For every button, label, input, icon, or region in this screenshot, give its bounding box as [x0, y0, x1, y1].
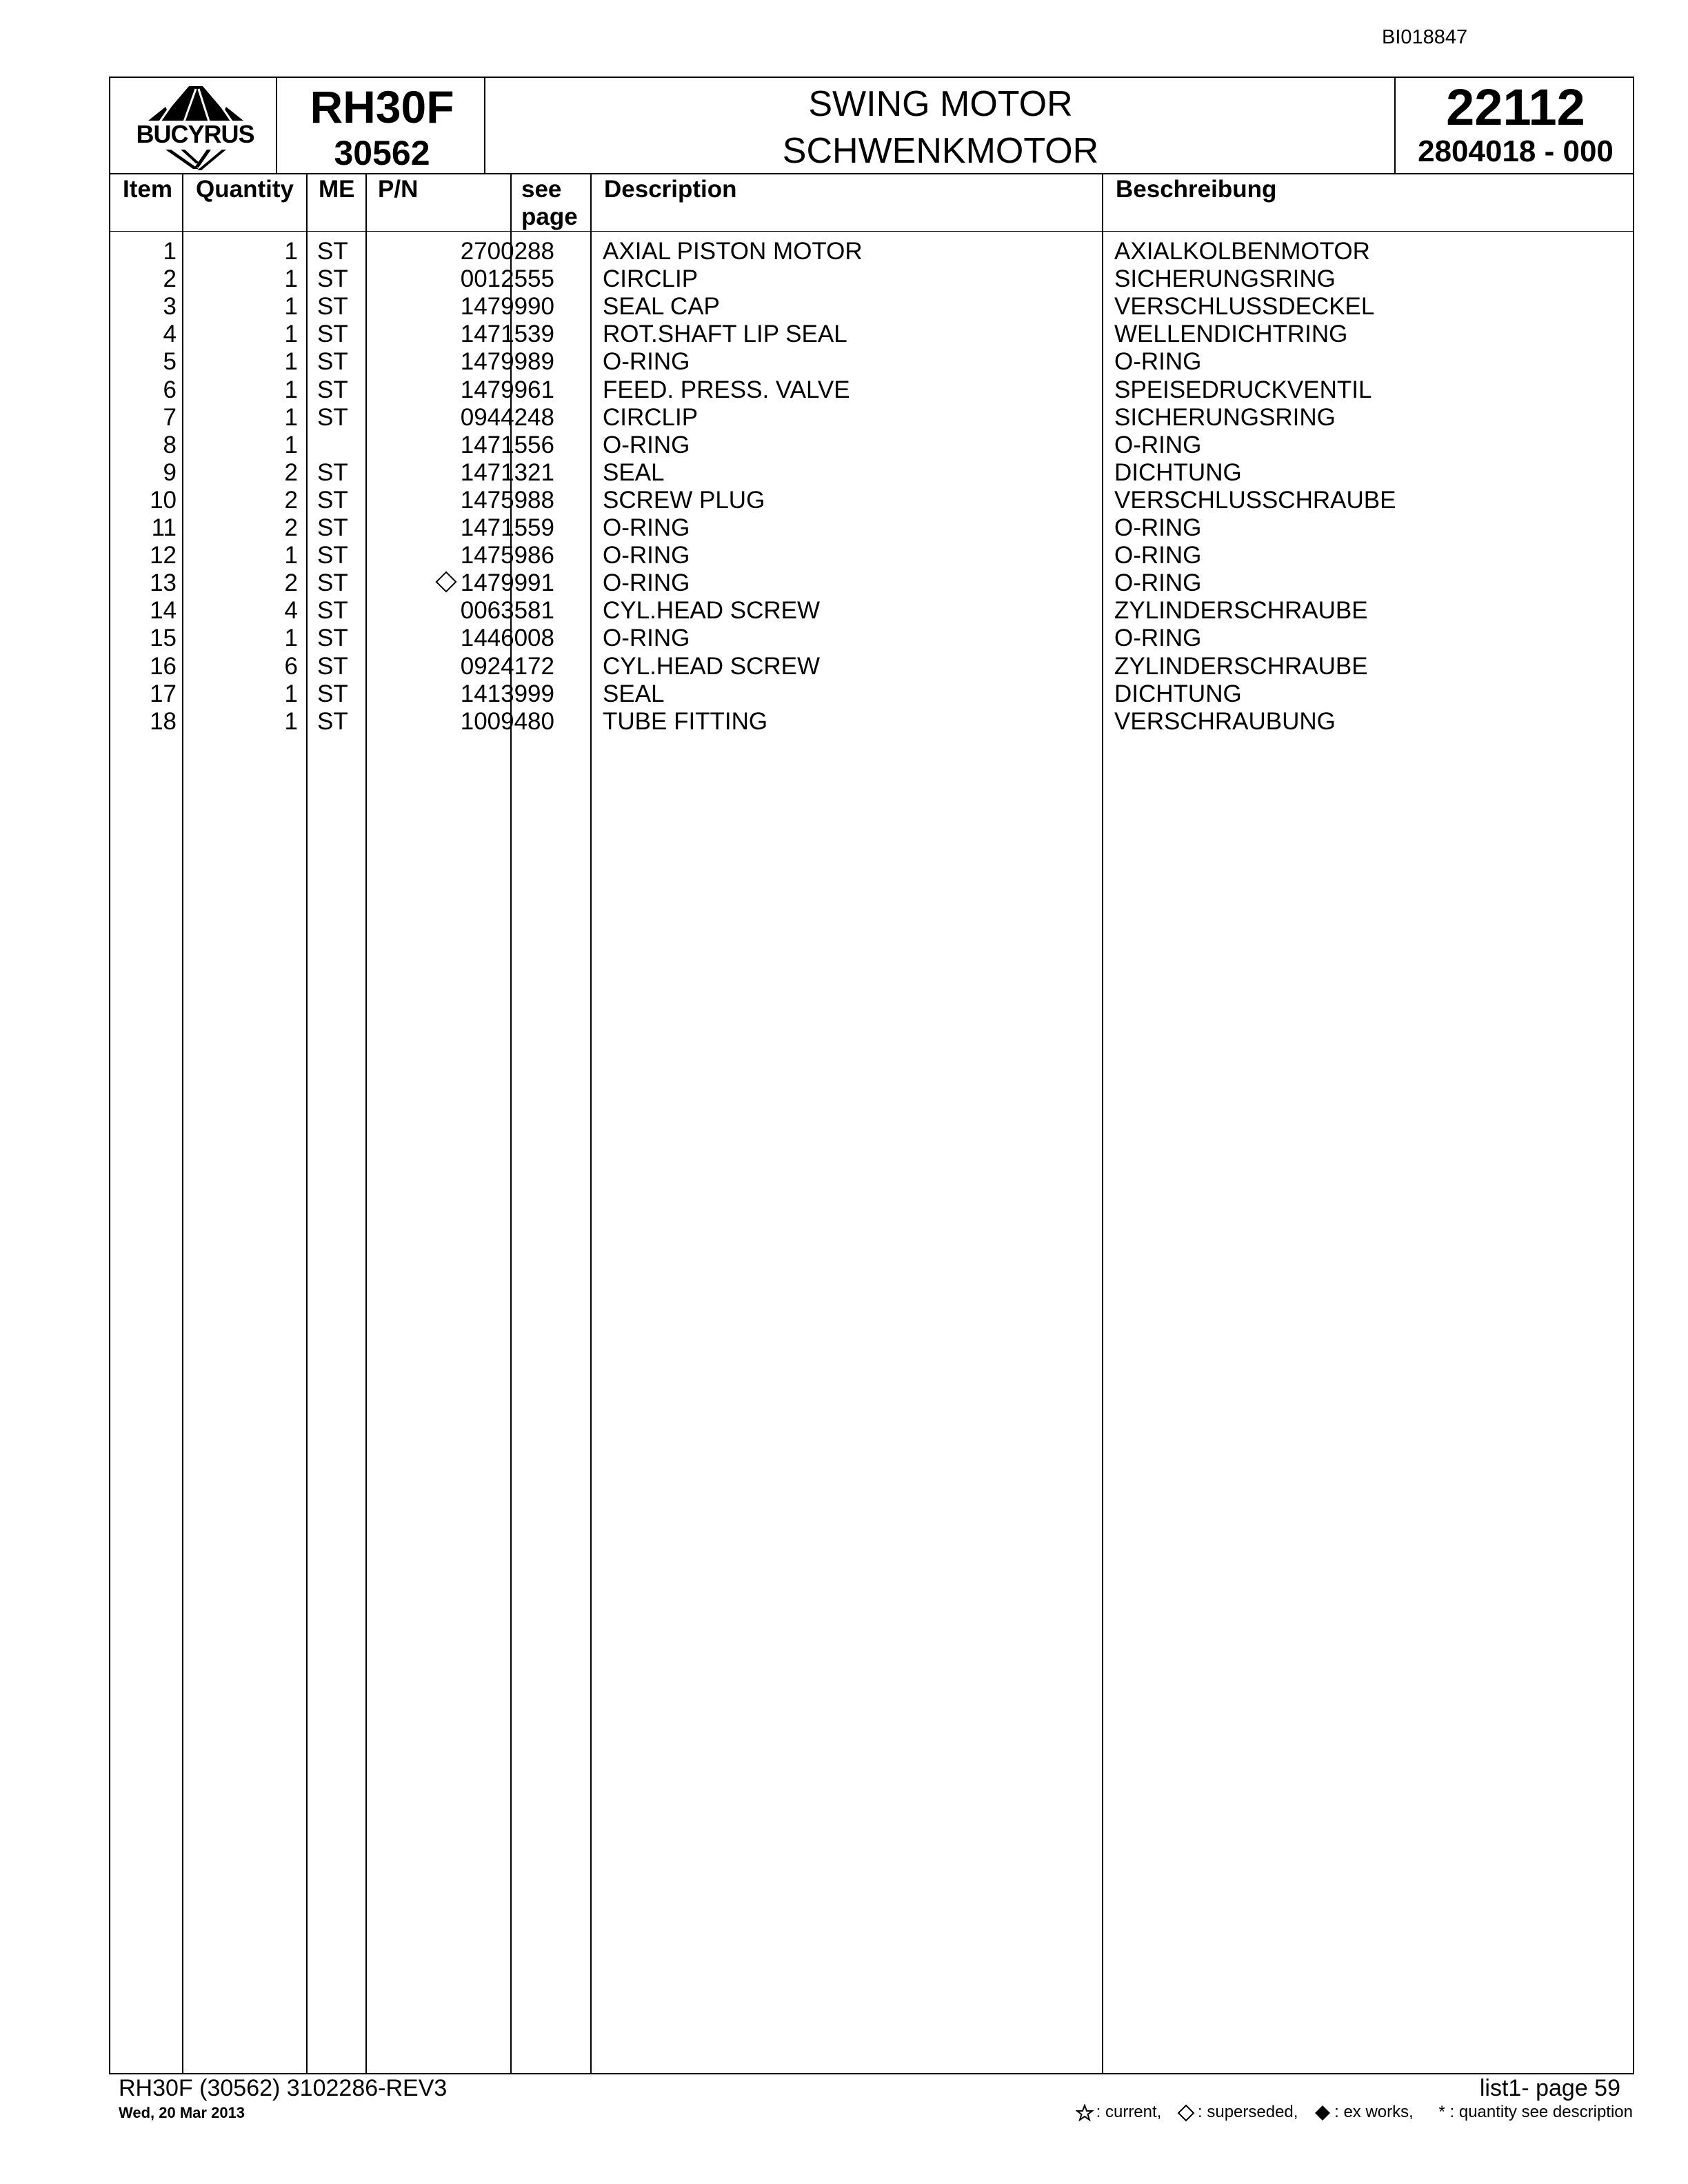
- cell-me-text: ST: [317, 542, 348, 569]
- cell-description-text: AXIAL PISTON MOTOR: [603, 238, 863, 265]
- cell-me-text: ST: [317, 707, 348, 735]
- cell-description-text: O-RING: [603, 431, 690, 458]
- cell-pn: [461, 625, 554, 652]
- cell-item-text: 15: [150, 625, 177, 652]
- table-row: [110, 321, 1633, 348]
- cell-beschreibung: [1114, 265, 1336, 293]
- cell-quantity-text: 2: [284, 514, 298, 541]
- cell-pn: [461, 487, 554, 514]
- cell-item: [150, 597, 177, 625]
- cell-item: [163, 459, 177, 487]
- cell-pn: [461, 708, 554, 736]
- cell-quantity: [285, 569, 298, 597]
- cell-beschreibung: [1114, 569, 1201, 597]
- legend-superseded: : superseded,: [1198, 2103, 1298, 2121]
- cell-me-text: ST: [317, 376, 348, 403]
- cell-item-text: 1: [163, 238, 177, 265]
- table-row: [110, 542, 1633, 569]
- cell-item-text: 18: [150, 707, 177, 735]
- cell-quantity-text: 1: [284, 707, 298, 735]
- cell-item: [150, 625, 177, 652]
- cell-pn-text: 1009480: [460, 707, 554, 735]
- cell-item: [150, 542, 177, 569]
- cell-description: [603, 487, 765, 514]
- cell-pn: [461, 432, 554, 459]
- cell-beschreibung-text: SICHERUNGSRING: [1114, 403, 1336, 431]
- cell-description-text: FEED. PRESS. VALVE: [603, 376, 850, 403]
- parts-list-frame: [109, 77, 1634, 2074]
- cell-beschreibung: [1114, 293, 1374, 321]
- cell-me-text: ST: [317, 680, 348, 707]
- cell-pn-text: 2700288: [460, 238, 554, 265]
- cell-item: [150, 569, 177, 597]
- cell-me: [317, 348, 348, 376]
- group-reference: 2804018 - 000: [1418, 134, 1614, 168]
- cell-me-text: ST: [317, 514, 348, 541]
- cell-quantity: [285, 404, 298, 432]
- cell-item: [152, 514, 177, 542]
- table-row: [110, 653, 1633, 680]
- cell-description-text: O-RING: [603, 542, 690, 569]
- cell-item-text: 3: [163, 293, 177, 321]
- table-row: [110, 680, 1633, 708]
- cell-pn: [461, 597, 554, 625]
- footer-document-ref: RH30F (30562) 3102286-REV3: [119, 2075, 448, 2101]
- cell-quantity-text: 4: [284, 597, 298, 625]
- cell-pn-text: 0944248: [460, 403, 554, 431]
- cell-description-text: O-RING: [603, 348, 690, 376]
- cell-quantity-text: 1: [284, 376, 298, 403]
- cell-beschreibung-text: ZYLINDERSCHRAUBE: [1114, 597, 1368, 625]
- table-row: [110, 487, 1633, 514]
- legend-quantity: * : quantity see description: [1438, 2103, 1633, 2121]
- cell-description-text: CIRCLIP: [603, 403, 699, 431]
- cell-beschreibung-text: VERSCHLUSSDECKEL: [1114, 293, 1375, 321]
- table-row: [110, 514, 1633, 542]
- cell-quantity: [285, 487, 298, 514]
- cell-description: [603, 404, 698, 432]
- cell-description: [603, 597, 820, 625]
- cell-pn: [461, 238, 554, 265]
- cell-beschreibung-text: DICHTUNG: [1114, 680, 1242, 707]
- cell-quantity: [285, 653, 298, 680]
- cell-quantity-text: 2: [284, 458, 298, 486]
- cell-quantity-text: 1: [284, 403, 298, 431]
- cell-pn: [461, 321, 554, 348]
- cell-pn-text: 1471559: [460, 514, 554, 541]
- cell-me: [317, 321, 348, 348]
- cell-item-text: 13: [150, 569, 177, 597]
- group-number: 22112: [1446, 79, 1585, 136]
- cell-description-text: ROT.SHAFT LIP SEAL: [603, 321, 847, 348]
- cell-quantity: [285, 293, 298, 321]
- cell-pn: [461, 459, 554, 487]
- cell-item: [150, 653, 177, 680]
- cell-pn: [461, 404, 554, 432]
- cell-me: [317, 293, 348, 321]
- cell-me: [317, 376, 348, 404]
- column-header-me: ME: [319, 176, 355, 203]
- cell-me: [317, 487, 348, 514]
- cell-quantity: [285, 348, 298, 376]
- cell-pn-text: 1475988: [460, 486, 554, 514]
- cell-item: [163, 265, 177, 293]
- column-header-item: Item: [123, 176, 172, 203]
- table-row: [110, 597, 1633, 625]
- cell-beschreibung-text: O-RING: [1114, 625, 1202, 652]
- cell-item: [163, 321, 177, 348]
- cell-pn-text: 1475986: [460, 542, 554, 569]
- column-header-page: page: [521, 203, 578, 230]
- divider: [1394, 78, 1396, 173]
- cell-beschreibung-text: WELLENDICHTRING: [1114, 321, 1348, 348]
- cell-me-text: ST: [317, 569, 348, 597]
- column-header-divider: [110, 231, 1633, 232]
- cell-pn-text: 1479961: [460, 376, 554, 403]
- table-row: [110, 708, 1633, 736]
- column-header-description: Description: [604, 176, 737, 203]
- cell-description-text: CYL.HEAD SCREW: [603, 597, 821, 625]
- cell-beschreibung: [1114, 487, 1396, 514]
- cell-beschreibung: [1114, 653, 1368, 680]
- cell-me: [317, 404, 348, 432]
- cell-beschreibung-text: O-RING: [1114, 569, 1202, 597]
- cell-me-text: ST: [317, 321, 348, 348]
- cell-quantity-text: 1: [284, 293, 298, 321]
- cell-me-text: ST: [317, 265, 348, 293]
- cell-me: [317, 708, 348, 736]
- cell-quantity: [285, 680, 298, 708]
- cell-pn: [461, 265, 554, 293]
- cell-beschreibung-text: DICHTUNG: [1114, 458, 1242, 486]
- legend-current: : current,: [1096, 2103, 1162, 2121]
- cell-pn-text: 1413999: [460, 680, 554, 707]
- title-german: SCHWENKMOTOR: [782, 131, 1099, 171]
- cell-pn-text: 1471556: [460, 431, 554, 458]
- cell-beschreibung-text: VERSCHRAUBUNG: [1114, 707, 1336, 735]
- cell-item: [150, 680, 177, 708]
- cell-item-text: 9: [163, 458, 177, 486]
- cell-item-text: 16: [150, 652, 177, 680]
- cell-beschreibung-text: O-RING: [1114, 514, 1202, 541]
- cell-me: [317, 625, 348, 652]
- cell-quantity: [285, 321, 298, 348]
- cell-beschreibung-text: SPEISEDRUCKVENTIL: [1114, 376, 1372, 403]
- cell-me-text: ST: [317, 652, 348, 680]
- cell-beschreibung: [1114, 459, 1242, 487]
- bucyrus-logo: [117, 82, 273, 172]
- cell-quantity-text: 2: [284, 569, 298, 597]
- cell-beschreibung-text: O-RING: [1114, 431, 1202, 458]
- table-row: [110, 293, 1633, 321]
- header-divider: [110, 173, 1633, 174]
- star-outline-icon: [1076, 2104, 1094, 2122]
- cell-pn: [461, 293, 554, 321]
- cell-description: [603, 238, 863, 265]
- cell-beschreibung: [1114, 432, 1201, 459]
- column-header-beschreibung: Beschreibung: [1116, 176, 1277, 203]
- cell-beschreibung-text: AXIALKOLBENMOTOR: [1114, 238, 1370, 265]
- cell-me-text: ST: [317, 458, 348, 486]
- cell-beschreibung: [1114, 625, 1201, 652]
- cell-description-text: SEAL: [603, 680, 665, 707]
- cell-pn: [439, 569, 554, 597]
- cell-item-text: 14: [150, 597, 177, 625]
- cell-quantity-text: 6: [284, 652, 298, 680]
- divider: [484, 78, 485, 173]
- cell-pn-text: 1471321: [460, 458, 554, 486]
- cell-item: [150, 708, 177, 736]
- table-row: [110, 238, 1633, 265]
- cell-description: [603, 542, 690, 569]
- cell-pn-text: 1471539: [460, 321, 554, 348]
- model-name: RH30F: [310, 81, 454, 132]
- legend-ex-works: : ex works,: [1334, 2103, 1414, 2121]
- cell-me-text: ST: [317, 293, 348, 321]
- cell-item-text: 2: [163, 265, 177, 293]
- cell-quantity-text: 1: [284, 542, 298, 569]
- cell-me: [317, 569, 348, 597]
- cell-description-text: O-RING: [603, 514, 690, 541]
- cell-description: [603, 625, 690, 652]
- cell-pn: [461, 376, 554, 404]
- cell-item: [163, 348, 177, 376]
- cell-me: [317, 542, 348, 569]
- table-row: [110, 432, 1633, 459]
- cell-pn: [461, 514, 554, 542]
- cell-item: [163, 432, 177, 459]
- cell-description: [603, 265, 698, 293]
- cell-beschreibung: [1114, 376, 1372, 404]
- table-row: [110, 265, 1633, 293]
- cell-item-text: 5: [163, 348, 177, 376]
- cell-me: [317, 265, 348, 293]
- cell-quantity: [285, 432, 298, 459]
- cell-beschreibung: [1114, 348, 1201, 376]
- cell-item-text: 6: [163, 376, 177, 403]
- cell-beschreibung-text: O-RING: [1114, 542, 1202, 569]
- cell-quantity-text: 1: [284, 238, 298, 265]
- cell-beschreibung: [1114, 321, 1347, 348]
- cell-quantity-text: 1: [284, 680, 298, 707]
- cell-description: [603, 432, 690, 459]
- cell-quantity-text: 1: [284, 348, 298, 376]
- cell-me: [317, 597, 348, 625]
- cell-quantity: [285, 597, 298, 625]
- cell-beschreibung: [1114, 680, 1242, 708]
- table-row: [110, 459, 1633, 487]
- cell-me-text: ST: [317, 597, 348, 625]
- cell-description-text: O-RING: [603, 569, 690, 597]
- cell-quantity-text: 1: [284, 265, 298, 293]
- cell-pn-text: 0012555: [460, 265, 554, 293]
- superseded-diamond-icon: [435, 572, 456, 593]
- cell-quantity: [285, 625, 298, 652]
- divider: [276, 78, 277, 173]
- table-row: [110, 376, 1633, 404]
- cell-description: [603, 321, 847, 348]
- cell-pn: [461, 653, 554, 680]
- cell-me: [317, 514, 348, 542]
- cell-description-text: O-RING: [603, 625, 690, 652]
- cell-description-text: SCREW PLUG: [603, 486, 765, 514]
- cell-description: [603, 569, 690, 597]
- cell-item-text: 8: [163, 431, 177, 458]
- cell-description: [603, 459, 665, 487]
- model-serial: 30562: [334, 134, 430, 172]
- cell-item-text: 17: [150, 680, 177, 707]
- cell-description: [603, 653, 820, 680]
- cell-pn: [461, 542, 554, 569]
- cell-item-text: 4: [163, 321, 177, 348]
- cell-pn-text: 0924172: [460, 652, 554, 680]
- cell-quantity: [285, 265, 298, 293]
- cell-pn: [461, 680, 554, 708]
- cell-quantity-text: 1: [284, 431, 298, 458]
- cell-quantity: [285, 542, 298, 569]
- cell-beschreibung: [1114, 238, 1370, 265]
- cell-item-text: 7: [163, 403, 177, 431]
- footer-date: Wed, 20 Mar 2013: [119, 2104, 245, 2121]
- cell-item: [163, 404, 177, 432]
- cell-item: [150, 487, 177, 514]
- cell-description-text: CYL.HEAD SCREW: [603, 652, 821, 680]
- cell-description-text: CIRCLIP: [603, 265, 699, 293]
- cell-description-text: SEAL CAP: [603, 293, 720, 321]
- cell-quantity: [285, 238, 298, 265]
- cell-pn: [461, 348, 554, 376]
- cell-me-text: ST: [317, 348, 348, 376]
- cell-me-text: ST: [317, 625, 348, 652]
- title-english: SWING MOTOR: [808, 84, 1073, 124]
- cell-description-text: SEAL: [603, 458, 665, 486]
- cell-quantity-text: 2: [284, 486, 298, 514]
- logo-wordmark: BUCYRUS: [136, 120, 254, 148]
- cell-description-text: TUBE FITTING: [603, 707, 768, 735]
- table-row: [110, 404, 1633, 432]
- cell-me-text: ST: [317, 238, 348, 265]
- table-row: [110, 348, 1633, 376]
- cell-description: [603, 708, 767, 736]
- cell-item: [163, 293, 177, 321]
- cell-description: [603, 348, 690, 376]
- diamond-filled-icon: [1314, 2104, 1332, 2122]
- cell-me: [317, 680, 348, 708]
- cell-item: [163, 376, 177, 404]
- cell-beschreibung: [1114, 514, 1201, 542]
- cell-beschreibung-text: ZYLINDERSCHRAUBE: [1114, 652, 1368, 680]
- cell-item-text: 12: [150, 542, 177, 569]
- table-row: [110, 625, 1633, 652]
- diamond-outline-icon: [1177, 2104, 1195, 2122]
- cell-quantity: [285, 376, 298, 404]
- cell-me-text: ST: [317, 486, 348, 514]
- cell-quantity: [285, 459, 298, 487]
- cell-item: [163, 238, 177, 265]
- column-header-quantity: Quantity: [196, 176, 294, 203]
- cell-me: [317, 238, 348, 265]
- cell-me: [317, 653, 348, 680]
- cell-quantity-text: 1: [284, 321, 298, 348]
- column-header-pn: P/N: [378, 176, 419, 203]
- column-header-see: see: [521, 176, 562, 203]
- cell-me-text: ST: [317, 403, 348, 431]
- legend: [1065, 2103, 1633, 2122]
- cell-quantity: [285, 708, 298, 736]
- cell-quantity: [285, 514, 298, 542]
- table-row: [110, 569, 1633, 597]
- cell-pn-text: 1446008: [460, 625, 554, 652]
- cell-beschreibung: [1114, 404, 1336, 432]
- document-id: BI018847: [1382, 26, 1468, 48]
- cell-beschreibung-text: SICHERUNGSRING: [1114, 265, 1336, 293]
- cell-item-text: 11: [151, 514, 177, 541]
- cell-beschreibung-text: O-RING: [1114, 348, 1202, 376]
- footer-page-number: list1- page 59: [1479, 2075, 1620, 2101]
- cell-description: [603, 680, 665, 708]
- cell-pn-text: 1479990: [460, 293, 554, 321]
- cell-pn-text: 1479991: [460, 569, 554, 597]
- cell-pn-text: 0063581: [460, 597, 554, 625]
- cell-pn-text: 1479989: [460, 348, 554, 376]
- cell-beschreibung: [1114, 542, 1201, 569]
- cell-me: [317, 459, 348, 487]
- cell-quantity-text: 1: [284, 625, 298, 652]
- cell-description: [603, 376, 850, 404]
- cell-beschreibung: [1114, 597, 1368, 625]
- cell-beschreibung: [1114, 708, 1336, 736]
- cell-item-text: 10: [150, 486, 177, 514]
- cell-description: [603, 514, 690, 542]
- cell-description: [603, 293, 720, 321]
- cell-beschreibung-text: VERSCHLUSSCHRAUBE: [1114, 486, 1396, 514]
